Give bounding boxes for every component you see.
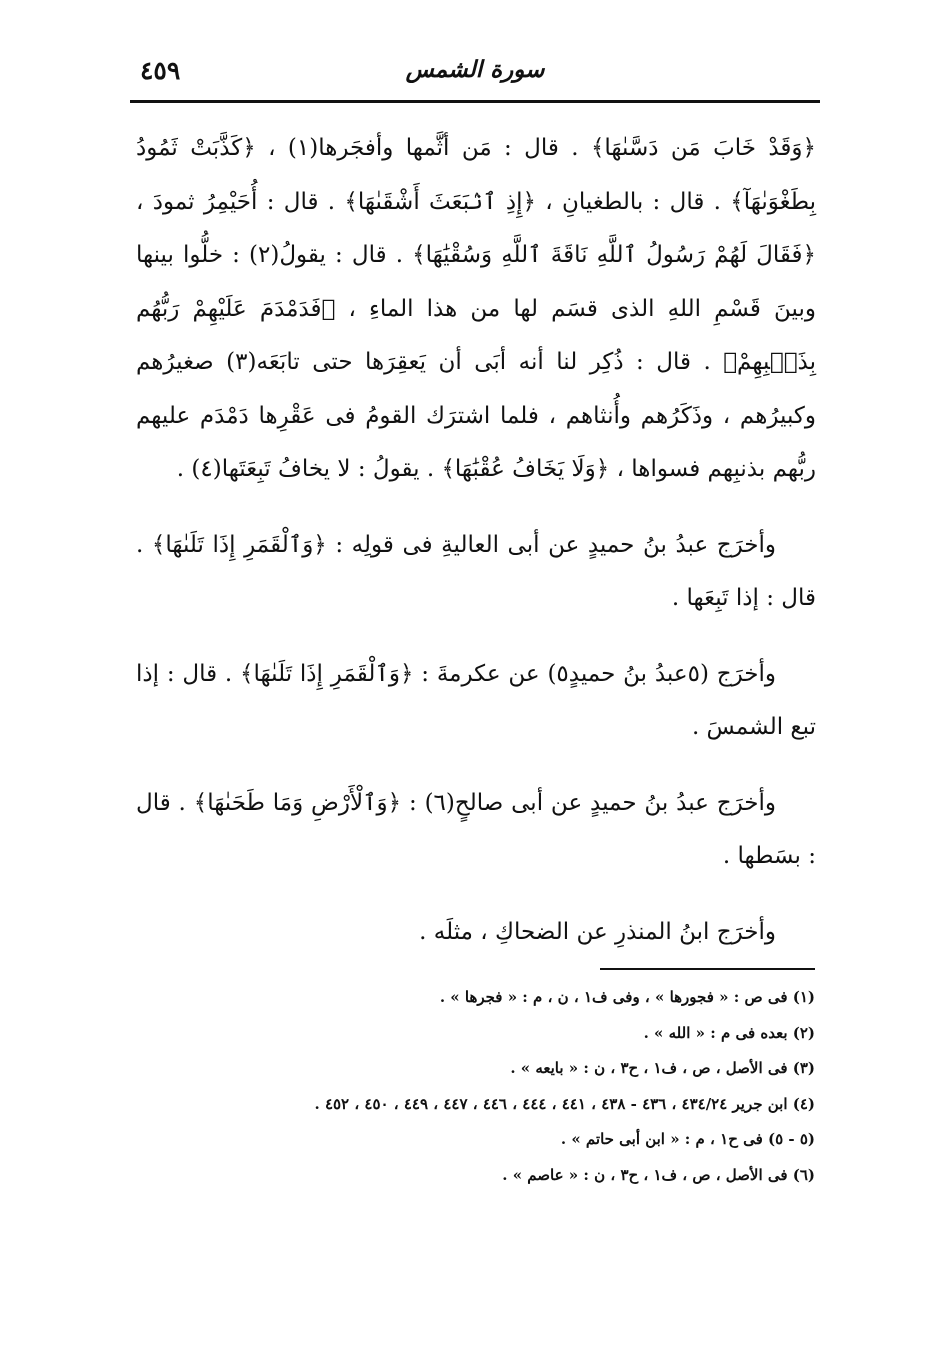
footnote: (٣) فى الأصل ، ص ، ف١ ، ح٣ ، ن : « بايعه » . [510,1059,815,1077]
paragraph: وأخرَج عبدُ بنُ حميدٍ عن أبى صالحٍ(٦) : ﴿وَٱلْأَرْضِ وَمَا طَحَىٰهَا﴾ . قال : بسَطها . [136,789,816,869]
paragraph: ﴿وَقَدْ خَابَ مَن دَسَّىٰهَا﴾ . قال : مَن أثَّمها وأفجَرها(١) ، ﴿كَذَّبَتْ ثَمُودُ بِطَغْوَىٰهَآ﴾ . قال : بالطغيانِ ، ﴿إِذِ ٱنۢبَعَثَ أَشْقَىٰهَا﴾ . قال : أُحَيْمِرُ ثمودَ ، ﴿فَقَالَ لَهُمْ رَسُولُ ٱللَّهِ نَاقَةَ ٱللَّهِ وَسُقْيَٰهَا﴾ . قال : يقولُ(٢) : خلُّوا بينها وبينَ قَسْمِ اللهِ الذى قسَم لها من هذا الماءِ ، ﴿فَدَمْدَمَ عَلَيْهِمْ رَبُّهُم بِذَنۢبِهِمْ﴾ . قال : ذُكِر لنا أنه أبَى أن يَعقِرَها حتى تابَعَه(٣) صغيرُهم وكبيرُهم ، وذَكَرُهم وأُنثاهم ، فلما اشترَك القومُ فى عَقْرِها دَمْدَم عليهم ربُّهم بذنبِهم فسواها ، ﴿وَلَا يَخَافُ عُقْبَٰهَا﴾ . يقولُ : لا يخافُ تَبِعَتَها(٤) . [136,135,816,482]
footnote: (٥ - ٥) فى ح١ ، م : « ابن أبى حاتم » . [560,1130,815,1148]
header-rule [130,100,820,103]
page-header [130,50,820,90]
footnote-rule [600,968,815,970]
paragraph: وأخرَج ابنُ المنذرِ عن الضحاكِ ، مثلَه . [419,918,776,945]
footnote: (٢) بعده فى م : « الله » . [643,1023,815,1042]
paragraph: وأخرَج (٥عبدُ بنُ حميدٍ٥) عن عكرمةَ : ﴿وَٱلْقَمَرِ إِذَا تَلَىٰهَا﴾ . قال : إذا تبع الشمسَ . [136,660,816,740]
footnote: (٦) فى الأصل ، ص ، ف١ ، ح٣ ، ن : « عاصم » . [502,1165,815,1184]
paragraph: وأخرَج عبدُ بنُ حميدٍ عن أبى العاليةِ فى قولِه : ﴿وَٱلْقَمَرِ إِذَا تَلَىٰهَا﴾ . قال : إذا تَبِعَها . [136,531,816,611]
footnote: (٤) ابن جرير ٤٣٤/٢٤ ، ٤٣٦ - ٤٣٨ ، ٤٤١ ، ٤٤٤ ، ٤٤٦ ، ٤٤٧ ، ٤٤٩ ، ٤٥٠ ، ٤٥٢ . [314,1094,815,1113]
main-text [136,122,816,981]
page-number: ٤٥٩ [140,56,181,85]
running-title: سورة الشمس [405,56,545,83]
footnote: (١) فى ص : « فجورها » ، وفى ف١ ، ن ، م : « فجرها » . [439,988,815,1006]
footnotes [120,980,815,1193]
